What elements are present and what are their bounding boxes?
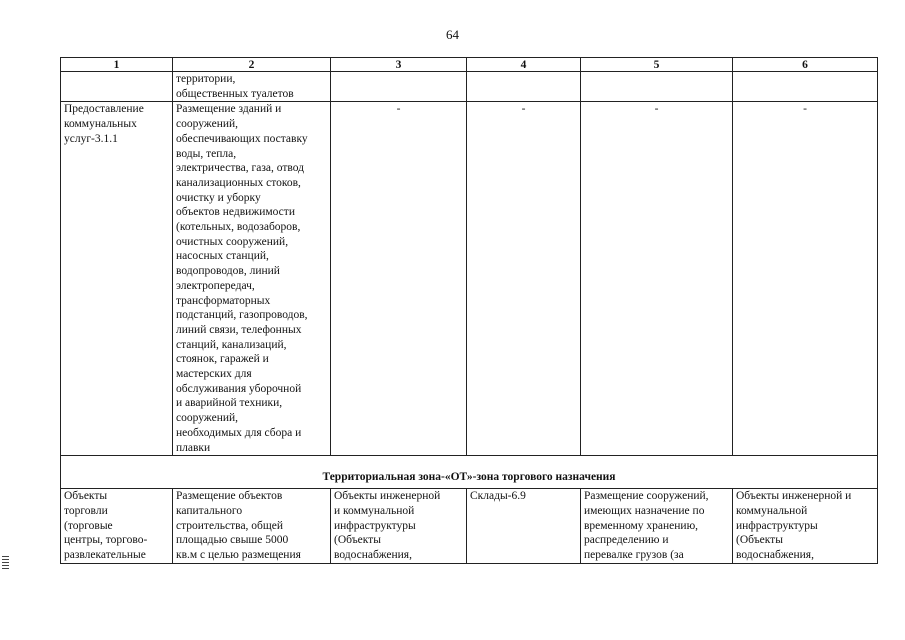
column-number-3: 3 xyxy=(331,58,467,72)
text-line: водоснабжения, xyxy=(736,549,814,562)
text-line: развлекательные xyxy=(64,549,146,562)
continued-col5 xyxy=(581,72,733,102)
scan-mark xyxy=(2,562,9,563)
continued-row xyxy=(61,72,878,102)
text-line: очистных сооружений, xyxy=(176,235,289,248)
text-line: капитального xyxy=(176,504,243,517)
utilities-col6-value: - xyxy=(733,102,878,456)
page-number: 64 xyxy=(446,27,459,42)
trade-description xyxy=(173,489,331,564)
text-line: услуг-3.1.1 xyxy=(64,132,118,145)
scan-mark xyxy=(2,556,9,557)
text-line: распределению и xyxy=(584,534,669,547)
continued-col6 xyxy=(733,72,878,102)
column-number-6: 6 xyxy=(733,58,878,72)
zoning-table xyxy=(60,57,878,564)
text-line: Предоставление xyxy=(64,103,144,116)
continued-col4 xyxy=(467,72,581,102)
text-line: строительства, общей xyxy=(176,519,284,532)
text-line: центры, торгово- xyxy=(64,534,148,547)
text-line: Размещение сооружений, xyxy=(584,490,709,503)
scan-mark xyxy=(2,565,9,566)
text-line: имеющих назначение по xyxy=(584,504,705,517)
trade-row xyxy=(61,489,878,564)
zone-heading: Территориальная зона-«ОТ»-зона торгового назначения xyxy=(61,456,878,489)
trade-col6 xyxy=(733,489,878,564)
utilities-use-type xyxy=(61,102,173,456)
text-line: и коммунальной xyxy=(334,504,415,517)
text-line: сооружений, xyxy=(176,118,239,131)
column-number-4: 4 xyxy=(467,58,581,72)
text-line: кв.м с целью размещения xyxy=(176,549,301,562)
trade-col3 xyxy=(331,489,467,564)
text-line: канализационных стоков, xyxy=(176,176,301,189)
text-line: (Объекты xyxy=(736,534,783,547)
text-line: Объекты xyxy=(64,490,108,503)
text-line: электропередач, xyxy=(176,279,255,292)
text-line: Размещение объектов xyxy=(176,490,283,503)
trade-col5 xyxy=(581,489,733,564)
text-line: водоснабжения, xyxy=(334,549,412,562)
utilities-row xyxy=(61,102,878,456)
scan-mark xyxy=(2,568,9,569)
column-number-5: 5 xyxy=(581,58,733,72)
text-line: инфраструктуры xyxy=(334,519,416,532)
text-line: (Объекты xyxy=(334,534,381,547)
text-line: сооружений, xyxy=(176,412,239,425)
text-line: коммунальных xyxy=(64,118,137,131)
trade-use-type xyxy=(61,489,173,564)
text-line: (торговые xyxy=(64,519,113,532)
text-line: коммунальной xyxy=(736,504,808,517)
text-line: и аварийной техники, xyxy=(176,397,283,410)
text-line: Размещение зданий и xyxy=(176,103,282,116)
column-number-1: 1 xyxy=(61,58,173,72)
utilities-description xyxy=(173,102,331,456)
text-line: электричества, газа, отвод xyxy=(176,162,304,175)
text-line: станций, канализаций, xyxy=(176,338,287,351)
text-line: временному хранению, xyxy=(584,519,699,532)
scan-mark xyxy=(2,559,9,560)
text-line: мастерских для xyxy=(176,368,252,381)
text-line: насосных станций, xyxy=(176,250,269,263)
text-line: подстанций, газопроводов, xyxy=(176,309,308,322)
text-line: обслуживания уборочной xyxy=(176,382,302,395)
column-number-row xyxy=(61,58,878,72)
continued-col2 xyxy=(173,72,331,102)
text-line: Объекты инженерной xyxy=(334,490,441,503)
text-line: очистку и уборку xyxy=(176,191,261,204)
column-number-2: 2 xyxy=(173,58,331,72)
text-line: площадью свыше 5000 xyxy=(176,534,289,547)
utilities-col4-value: - xyxy=(467,102,581,456)
continued-col3 xyxy=(331,72,467,102)
text-line: трансформаторных xyxy=(176,294,271,307)
text-line: стоянок, гаражей и xyxy=(176,353,269,366)
text-line: (котельных, водозаборов, xyxy=(176,221,301,234)
text-line: перевалке грузов (за xyxy=(584,549,684,562)
zone-heading-row xyxy=(61,456,878,489)
continued-col1 xyxy=(61,72,173,102)
text-line: общественных туалетов xyxy=(176,87,294,100)
text-line: воды, тепла, xyxy=(176,147,237,160)
text-line: инфраструктуры xyxy=(736,519,818,532)
text-line: линий связи, телефонных xyxy=(176,323,302,336)
utilities-col3-value: - xyxy=(331,102,467,456)
scan-margin-marks xyxy=(2,556,9,571)
text-line: торговли xyxy=(64,504,108,517)
text-line: объектов недвижимости xyxy=(176,206,295,219)
text-line: Объекты инженерной и xyxy=(736,490,852,503)
text-line: территории, xyxy=(176,73,236,85)
utilities-col5-value: - xyxy=(581,102,733,456)
trade-col4 xyxy=(467,489,581,564)
text-line: водопроводов, линий xyxy=(176,265,280,278)
text-line: необходимых для сбора и xyxy=(176,426,302,439)
text-line: обеспечивающих поставку xyxy=(176,132,308,145)
text-line: Склады-6.9 xyxy=(470,490,526,503)
text-line: плавки xyxy=(176,441,211,454)
